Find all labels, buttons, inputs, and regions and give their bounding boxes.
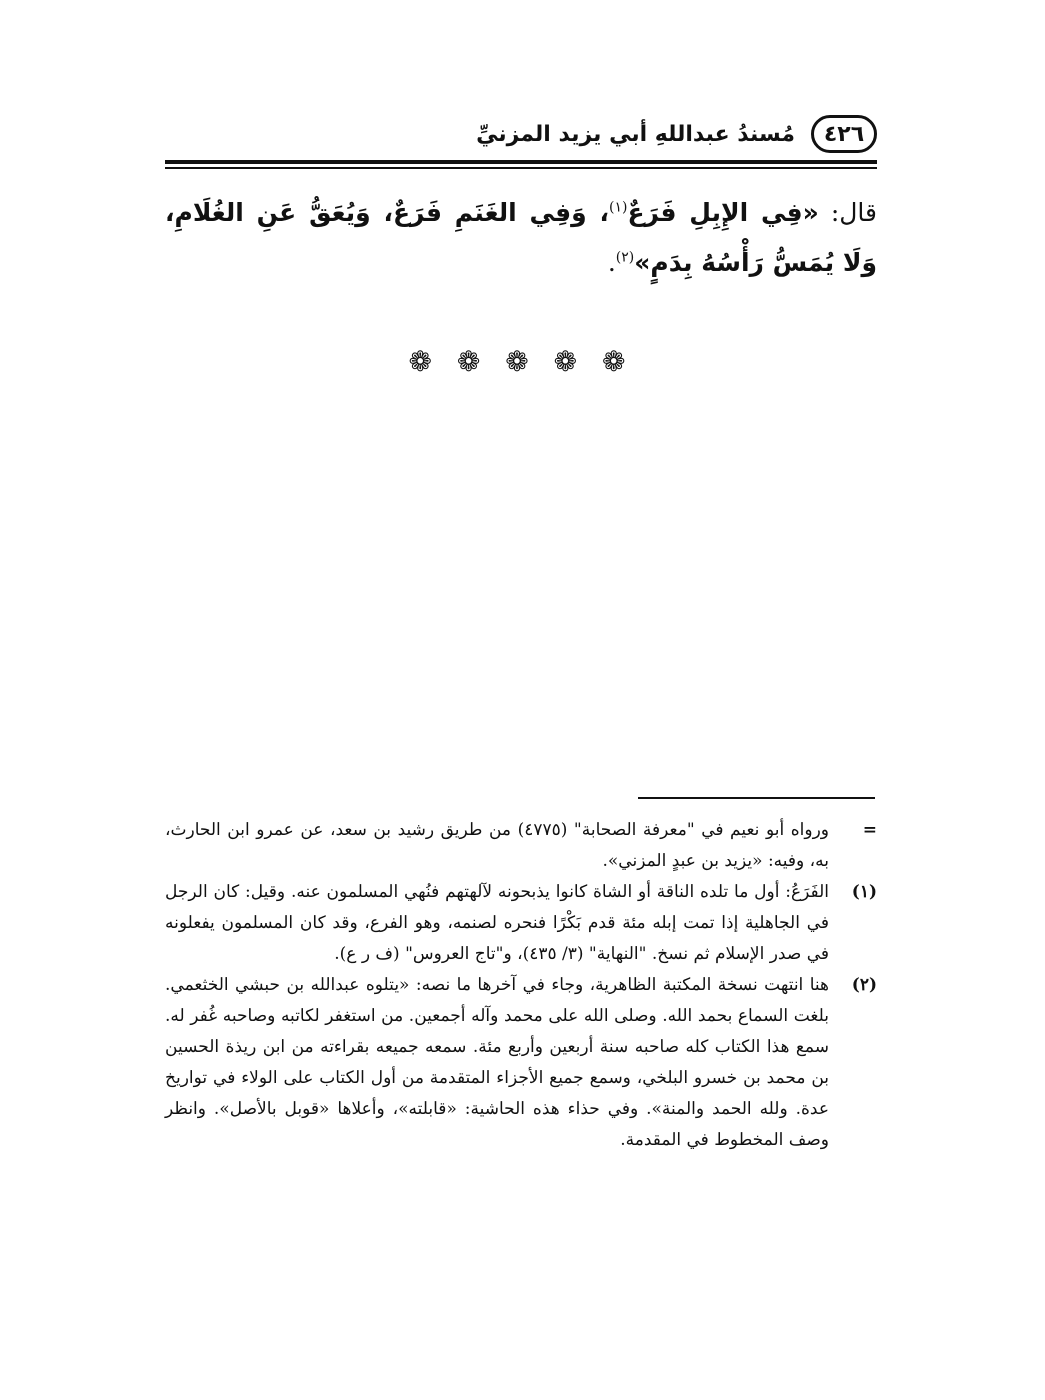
hadith-text [165,188,877,288]
footnote-2 [165,970,877,1156]
footnote-text: ورواه أبو نعيم في "معرفة الصحابة" (٤٧٧٥) من طريق رشيد بن سعد، عن عمرو ابن الحارث، به، وفيه: «يزيد بن عبدٍ المزني». [165,820,829,871]
footnote-text: هنا انتهت نسخة المكتبة الظاهرية، وجاء في آخرها ما نصه: «يتلوه عبدالله بن حبشي الخثعمي. بلغت السماع بحمد الله. وصلى الله على محمد وآله أجمعين. من استغفر لكاتبه وصاحبه غُفر له. سمع هذا الكتاب كله صاحبه سنة أربعين وأربع مئة. سمعه جميعه بقراءته من ابن ريذة الحسين بن محمد بن خسرو البلخي، وسمع جميع الأجزاء المتقدمة من أول الكتاب على الولاء في تواريخ عدة. ولله الحمد والمنة». وفي حذاء هذه الحاشية: «قابلته»، وأعلاها «قوبل بالأصل». وانظر وصف المخطوط في المقدمة. [165,975,829,1150]
footnote-marker: = [862,820,877,840]
section-divider-ornaments: ❁ ❁ ❁ ❁ ❁ [408,345,634,378]
footnote-marker: (١) [851,882,877,902]
hadith-end: . [607,248,616,277]
footnotes [165,815,877,1156]
running-title: مُسندُ عبداللهِ أبي يزيد المزنيِّ [476,121,795,147]
footnote-text: الفَرَعُ: أول ما تلده الناقة أو الشاة كانوا يذبحونه لآلهتهم فنُهي المسلمون عنه. وقيل: كان الرجل في الجاهلية إذا تمت إبله مئة قدم بَكْرًا فنحره لصنمه، وهو الفرع، وقد كان المسلمون يفعلونه في صدر الإسلام ثم نسخ. "النهاية" (٣/ ٤٣٥)، و"تاج العروس" (ف ر ع). [165,882,829,964]
footnote-marker: (٢) [851,975,877,995]
footnote-1 [165,877,877,970]
footnote-separator [638,797,875,799]
hadith-part-1: «فِي الإِبِلِ فَرَعٌ [627,198,819,227]
footnote-ref-2[interactable]: (٢) [615,249,635,266]
header-rule-thin [165,167,877,169]
footnote-ref-1[interactable]: (١) [608,199,628,216]
page-number-badge: ٤٢٦ [811,115,877,153]
hadith-part-2: ، وَفِي الغَنَمِ فَرَعٌ، وَيُعَقُّ عَنِ الغُلَامِ، وَلَا يُمَسُّ رَأْسُهُ بِدَمٍ» [165,198,877,277]
running-header [165,112,877,156]
footnote-continuation [165,815,877,877]
hadith-intro: قال: [818,198,877,227]
header-rule-thick [165,160,877,164]
